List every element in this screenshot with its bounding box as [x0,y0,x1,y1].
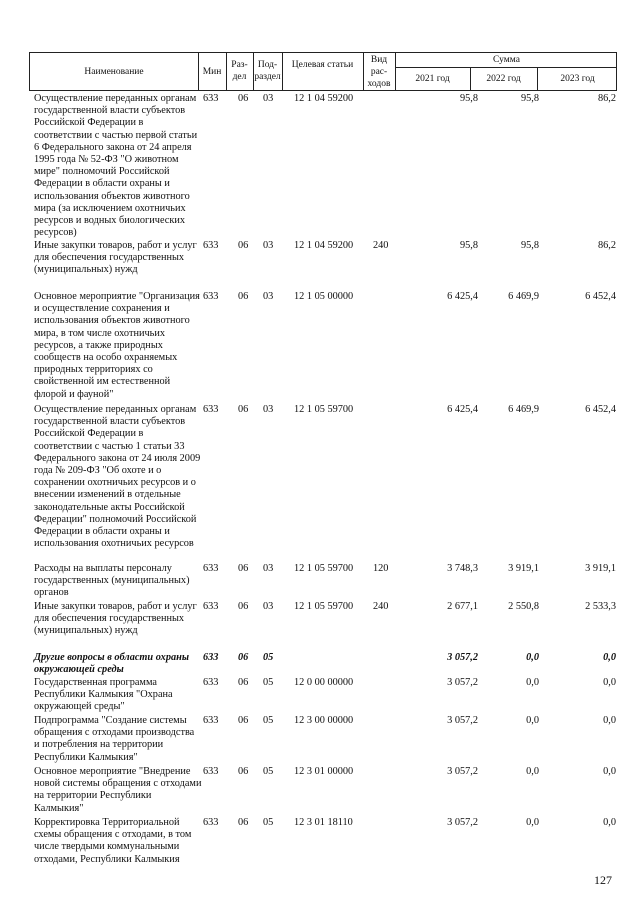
header-vid: Вид рас-ходов [367,55,391,89]
row-s2021: 3 057,2 [447,817,478,828]
row-s2022: 0,0 [526,766,539,777]
row-min: 633 [203,291,219,302]
row-celevaya: 12 1 05 59700 [294,601,354,612]
row-vid: 240 [373,240,389,251]
row-podrazdel: 05 [263,677,274,688]
row-podrazdel: 05 [263,817,274,828]
row-name: Иные закупки товаров, работ и услуг для обеспечения государственных (муниципальных) нужд [34,601,197,637]
row-s2022: 95,8 [520,93,539,104]
row-podrazdel: 05 [263,715,274,726]
header-min: Мин [202,67,222,77]
row-s2022: 0,0 [526,817,539,828]
row-name: Основное мероприятие "Внедрение новой системы обращения с отходами на территории Республики Калмыкия" [34,766,202,814]
row-s2022: 6 469,9 [508,291,539,302]
row-s2023: 6 452,4 [585,291,616,302]
header-celevaya: Целевая статьи [291,60,354,70]
row-razdel: 06 [238,817,249,828]
row-razdel: 06 [238,601,249,612]
row-min: 633 [203,240,219,251]
row-podrazdel: 03 [263,404,274,415]
row-s2023: 0,0 [603,715,616,726]
row-s2023: 0,0 [603,766,616,777]
row-min: 633 [203,677,219,688]
row-celevaya: 12 1 05 59700 [294,404,354,415]
row-s2022: 95,8 [520,240,539,251]
row-s2021: 6 425,4 [447,291,478,302]
header-razdel: Раз-дел [231,60,248,82]
row-name: Другие вопросы в области охраны окружающей среды [34,652,189,676]
row-vid: 120 [373,563,389,574]
row-podrazdel: 03 [263,563,274,574]
row-razdel: 06 [238,404,249,415]
row-min: 633 [203,93,219,104]
row-celevaya: 12 1 05 59700 [294,563,354,574]
row-name: Государственная программа Республики Калмыкия "Охрана окружающей среды" [34,677,173,713]
row-podrazdel: 05 [263,766,274,777]
row-s2023: 0,0 [603,652,616,663]
row-s2021: 3 057,2 [447,766,478,777]
header-2022: 2022 год [486,74,521,84]
row-s2021: 2 677,1 [447,601,478,612]
row-s2021: 95,8 [459,240,478,251]
row-podrazdel: 03 [263,291,274,302]
row-name: Подпрограмма "Создание системы обращения с отходами производства и потребления на территории Республики Калмыкия" [34,715,195,763]
row-min: 633 [203,715,219,726]
row-s2021: 3 057,2 [447,715,478,726]
row-s2021: 3 057,2 [447,652,478,663]
row-podrazdel: 03 [263,240,274,251]
row-razdel: 06 [238,652,249,663]
row-s2022: 0,0 [526,652,539,663]
row-name: Иные закупки товаров, работ и услуг для обеспечения государственных (муниципальных) нужд [34,240,197,276]
row-s2023: 0,0 [603,817,616,828]
page-number: 127 [594,873,612,887]
row-razdel: 06 [238,240,249,251]
header-2023: 2023 год [560,74,595,84]
row-min: 633 [203,563,219,574]
row-s2022: 2 550,8 [508,601,539,612]
row-razdel: 06 [238,677,249,688]
row-podrazdel: 03 [263,93,274,104]
row-name: Основное мероприятие "Организация и осуществление сохранения и использования объектов животного мира, в том числе охотничьих ресурсов, а также природных сообществ на особо охраняемых природных территориях со свойственной им естественной флорой и фауной" [34,291,200,400]
header-name: Наименование [84,67,144,77]
row-min: 633 [203,404,219,415]
row-celevaya: 12 1 04 59200 [294,93,354,104]
row-celevaya: 12 1 04 59200 [294,240,354,251]
row-celevaya: 12 0 00 00000 [294,677,354,688]
row-min: 633 [203,766,219,777]
row-razdel: 06 [238,93,249,104]
row-s2022: 6 469,9 [508,404,539,415]
row-s2023: 86,2 [597,93,616,104]
row-razdel: 06 [238,766,249,777]
row-name: Осуществление переданных органам государственной власти субъектов Российской Федерации в соответствии с частью 1 статьи 33 Федерального закона от 24 июля 2009 года № 209-ФЗ "Об охоте и о сохранении охотничьих ресурсов и о внесении изменений в отдельные законодательные акты Российской Федерации" полномочий Российской Федерации в области охраны и использования охотничьих ресурсов [34,404,201,550]
row-celevaya: 12 3 00 00000 [294,715,354,726]
row-podrazdel: 03 [263,601,274,612]
row-s2023: 86,2 [597,240,616,251]
row-razdel: 06 [238,563,249,574]
row-min: 633 [203,601,219,612]
header-summa: Сумма [493,55,520,65]
row-name: Осуществление переданных органам государственной власти субъектов Российской Федерации в соответствии с частью первой статьи 6 Федерального закона от 24 апреля 1995 года № 52-ФЗ "О животном мире" полномочий Российской Федерации в области охраны и использования объектов животного мира (за исключением охотничьих ресурсов и водных биологических ресурсов) [34,93,198,239]
row-s2022: 0,0 [526,715,539,726]
header-summa-divider [395,67,616,68]
row-podrazdel: 05 [263,652,274,663]
row-s2021: 95,8 [459,93,478,104]
row-celevaya: 12 3 01 00000 [294,766,354,777]
row-celevaya: 12 1 05 00000 [294,291,354,302]
row-s2023: 0,0 [603,677,616,688]
row-s2023: 3 919,1 [585,563,616,574]
row-s2022: 0,0 [526,677,539,688]
row-s2023: 2 533,3 [585,601,616,612]
row-s2023: 6 452,4 [585,404,616,415]
header-podrazdel: Под-раздел [254,60,281,82]
row-s2021: 3 748,3 [447,563,478,574]
row-razdel: 06 [238,291,249,302]
row-razdel: 06 [238,715,249,726]
header-2021: 2021 год [415,74,450,84]
table-header [29,52,617,91]
row-name: Расходы на выплаты персоналу государственных (муниципальных) органов [34,563,190,599]
row-min: 633 [203,817,219,828]
row-celevaya: 12 3 01 18110 [294,817,353,828]
row-s2021: 6 425,4 [447,404,478,415]
row-vid: 240 [373,601,389,612]
row-s2021: 3 057,2 [447,677,478,688]
row-s2022: 3 919,1 [508,563,539,574]
row-min: 633 [203,652,219,663]
row-name: Корректировка Территориальной схемы обращения с отходами, в том числе твердыми коммунальными отходами, Республики Калмыкия [34,817,192,865]
